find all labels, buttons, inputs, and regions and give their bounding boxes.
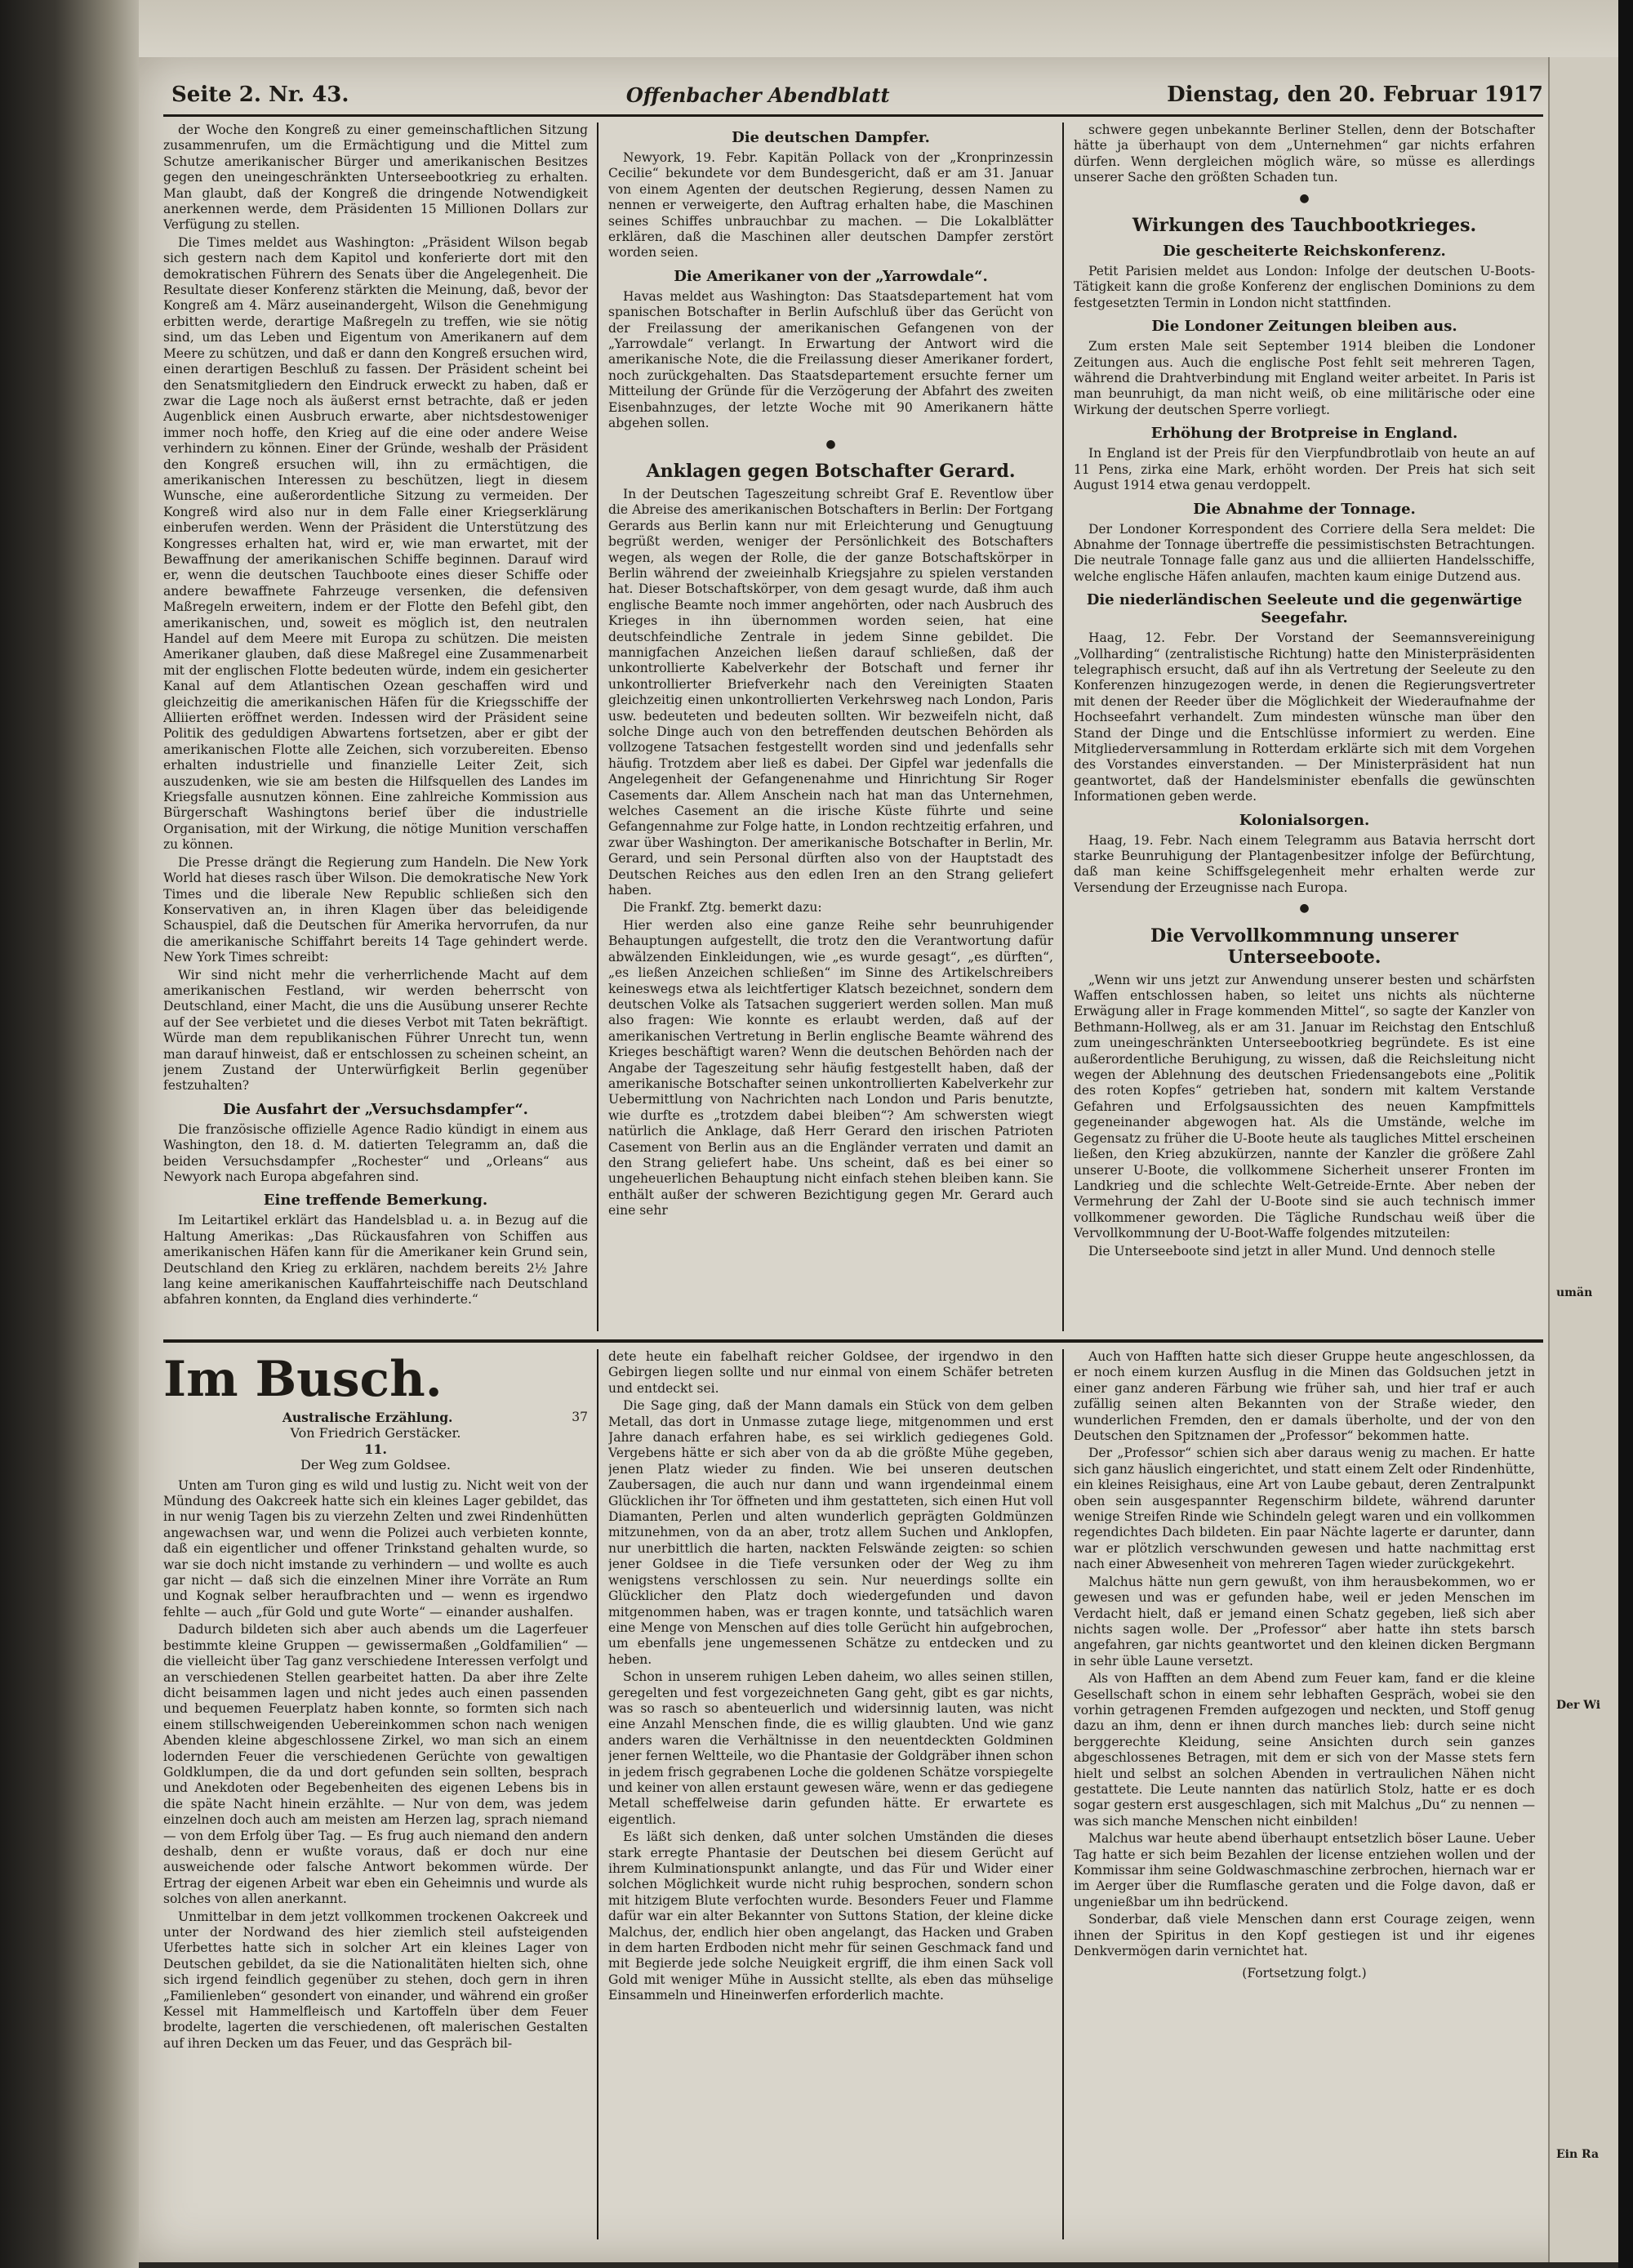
article-bemerkung: Im Leitartikel erklärt das Handelsblad u. a. in Bezug auf die Haltung Amerikas: „Das Rückausfahren von Schiffen aus amerikanischen Häfen kann für die Amerikaner kein Grund sein, Deutschland den Krieg zu erklären, nachdem bereits 2½ Jahre lang keine amerikanischen Kauffahrteischiffe nach Deutschland abfahren konnten, da England dies verhinderte.“: [163, 1213, 588, 1308]
separator-dot: ●: [825, 437, 836, 451]
headline-gescheiterte: Die gescheiterte Reichskonferenz.: [1163, 243, 1446, 261]
header-date: Dienstag, den 20. Februar 1917: [1167, 82, 1543, 107]
header-rule: [163, 114, 1543, 117]
article-anklagen: In der Deutschen Tageszeitung schreibt Graf E. Reventlow über die Abreise des amerikanischen Botschafters in Berlin: Der Fortgang Gerards aus Berlin kann nur mit Erleichterung und Genugtuung begrüßt werden, weniger der Persönlichkeit des Botschafters wegen, als wegen der Rolle, die der ganze Botschaftskörper in Berlin während der zweieinhalb Kriegsjahre zu spielen verstanden hat. Dieser Botschaftskörper, von dem gesagt wurde, daß ihm auch englische Beamte noch immer angehörten, oder nach Ausbruch des Krieges in ihn übernommen worden seien, hat eine deutschfeindliche Zentrale in jedem Sinne gebildet. Die mannigfachen Anzeichen ließen darauf schließen, daß der unkontrollierte Kabelverkehr der Botschaft und ferner ihr unkontrollierter Briefverkehr nach den Vereinigten Staaten gleichzeitig einen unkontrollierten Verkehrsweg nach London, Paris usw. bedeuteten und bedeuten sollten. Wir bezweifeln nicht, daß solche Dinge auch von den betreffenden deutschen Behörden als vollzogene Tatsachen festgestellt worden sind und jedenfalls sehr häufig. Trotzdem aber ließ es dabei. Der Gipfel war jedenfalls die Angelegenheit der Gefangenenahme und Hinrichtung Sir Roger Casements dar. Allem Anschein nach hat man das Unternehmen, welches Casement an die irische Küste führte und seine Gefangennahme zur Folge hatte, in London rechtzeitig erfahren, und zwar über Washington. Der amerikanische Botschafter in Berlin, Mr. Gerard, und sein Personal dürften also von der Hauptstadt des Deutschen Reiches aus den edlen Iren an den Strang geliefert haben.: [608, 486, 1053, 898]
novel-column-2: [608, 1349, 1053, 2239]
novel-paragraph: Auch von Hafften hatte sich dieser Gruppe heute angeschlossen, da er noch einem kurzen Ausflug in die Minen das Goldsuchen jetzt in einer ganz anderen Färbung wie früher sah, und hier traf er auch zufällig seinen alten Bekannten von der Straße wieder, den wunderlichen Fremden, den er damals überholte, und der von den Deutschen den Spitznamen der „Professor“ bekommen hatte.: [1074, 1349, 1535, 1444]
article-vervollkommnung-quote: Die Unterseeboote sind jetzt in aller Mund. Und dennoch stelle: [1088, 1243, 1496, 1259]
article-vervollkommnung: „Wenn wir uns jetzt zur Anwendung unserer besten und schärfsten Waffen entschlossen haben, so leitet uns nichts als nüchterne Erwägung aller in Frage kommenden Mittel“, so sagte der Kanzler von Bethmann-Hollweg, als er am 31. Januar im Reichstag den Entschluß zum uneingeschränkten Unterseebootkrieg begründete. Es ist eine außerordentliche Beruhigung, zu wissen, daß die Reichsleitung nicht wegen der Ablehnung des deutschen Friedensangebots eine „Politik des roten Kopfes“ getrieben hat, sondern mit kaltem Verstande Gefahren und Erfolgsaussichten des neuen Kampfmittels gegeneinander abgewogen hat. Als die Umstände, welche im Gegensatz zu früher die U-Boote heute als taugliches Mittel erscheinen ließen, den Krieg abzukürzen, nannte der Kanzler die größere Zahl unserer U-Boote, die vollkommene Sicherheit unserer Fronten im Landkrieg und die schlechte Welt-Getreide-Ernte. Aber neben der Vermehrung der Zahl der U-Boote sind sie auch technisch immer vollkommener geworden. Die Tägliche Rundschau weiß über die Vervollkommnung der U-Boot-Waffe folgendes mitzuteilen:: [1074, 972, 1535, 1241]
column-1: [163, 123, 588, 1331]
column-divider-4: [1062, 1349, 1064, 2239]
novel-paragraph: Es läßt sich denken, daß unter solchen Umständen die dieses stark erregte Phantasie der Deutschen bei diesem Gerücht auf ihrem Kulminationspunkt anlangte, und das Für und Wider einer solchen Möglichkeit wurde nicht ruhig besprochen, sondern schon mit hitzigem Blute verfochten wurde. Besonders Feuer und Flamme dafür war ein alter Bekannter von Suttons Station, der kleine dicke Malchus, der, endlich hier oben angelangt, das Hacken und Graben in dem harten Erdboden nicht mehr für seinen Geschmack fand und mit Begierde jede solche Neuigkeit ergriff, die ihm einen Sack voll Gold mit weniger Mühe in Aussicht stellte, als eben das mühselige Einsammeln und Hineinwerfen erforderlich machte.: [608, 1829, 1053, 2003]
article-dampfer: Newyork, 19. Febr. Kapitän Pollack von der „Kronprinzessin Cecilie“ bekundete vor dem Bundesgericht, daß er am 31. Januar von einem Agenten der deutschen Regierung, dessen Namen zu nennen er verweigerte, den Auftrag erhalten habe, die Maschinen seines Schiffes unbrauchbar zu machen. — Die Lokalblätter erklären, daß die Maschinen aller deutschen Dampfer zerstört worden seien.: [608, 150, 1053, 261]
novel-chapter-title: Der Weg zum Goldsee.: [300, 1457, 451, 1473]
top-margin: [0, 0, 1633, 57]
newspaper-page: [139, 57, 1618, 2262]
headline-yarrowdale: Die Amerikaner von der „Yarrowdale“.: [674, 267, 988, 285]
article-gescheiterte: Petit Parisien meldet aus London: Infolge der deutschen U-Boots-Tätigkeit kann die große Konferenz der englischen Dominions zu dem festgesetzten Termin in London nicht stattfinden.: [1074, 264, 1535, 310]
strip-fragment: Der Wi: [1556, 1699, 1601, 1712]
column-3: [1074, 123, 1535, 1331]
headline-tonnage: Die Abnahme der Tonnage.: [1193, 500, 1416, 518]
novel-column-3: [1074, 1349, 1535, 2239]
headline-vervollkommnung: Die Vervollkommnung unserer Unterseeboote.: [1150, 925, 1458, 968]
novel-column-1: [163, 1349, 588, 2239]
novel-installment-number: 37: [572, 1410, 588, 1424]
article-ausfahrt: Die französische offizielle Agence Radio kündigt in einem aus Washington, den 18. d. M. datierten Telegramm an, daß die beiden Versuchsdampfer „Rochester“ und „Orleans“ aus Newyork nach Europa abgefahren sind.: [163, 1121, 588, 1184]
headline-wirkungen: Wirkungen des Tauchbootkrieges.: [1132, 215, 1477, 237]
novel-continuation-note: (Fortsetzung folgt.): [1242, 1966, 1367, 1981]
article-congress-intro: der Woche den Kongreß zu einer gemeinschaftlichen Sitzung zusammenrufen, um die Ermächtigung und die Mittel zum Schutze amerikanischer Bürger und amerikanischen Besitzes gegen den uneingeschränkten Unterseebootkrieg zu erhalten. Man glaubt, daß der Kongreß die dringende Notwendigkeit anerkennen werde, dem Präsidenten 15 Millionen Dollars zur Verfügung zu stellen.: [163, 123, 588, 233]
novel-paragraph: Unten am Turon ging es wild und lustig zu. Nicht weit von der Mündung des Oakcreek hatte sich ein kleines Lager gebildet, das in nur wenig Tagen bis zu vierzehn Zelten und zwei Rindenhütten angewachsen war, und wenn die Polizei auch verbieten konnte, daß ein eigentlicher und offener Trinkstand gehalten wurde, so war sie doch nicht imstande zu verhindern — und wollte es auch gar nicht — daß sich die einzelnen Miner ihre Vorräte an Rum und Kognak selber heraufbrachten und — wenn es irgendwo fehlte — auch „für Gold und gute Worte“ — einander aushalfen.: [163, 1477, 588, 1620]
novel-paragraph: Der „Professor“ schien sich aber daraus wenig zu machen. Er hatte sich ganz häuslich eingerichtet, und statt einem Zelt oder Rindenhütte, ein kleines Reisighaus, eine Art von Laube gebaut, deren Zentralpunkt oben sein ausgespannter Regenschirm bildete, während darunter wenige Streifen Rinde wie Schindeln gelegt waren und ein vollkommen regendichtes Dach bildeten. Ein paar Nächte lagerte er darunter, dann war er plötzlich verschwunden gewesen und hatte nachmittag erst nach einer Abwesenheit von mehreren Tagen wieder zurückgekehrt.: [1074, 1446, 1535, 1572]
novel-paragraph: Sonderbar, daß viele Menschen dann erst Courage zeigen, wenn ihnen der Spiritus in den Kopf gestiegen ist und ihr eigenes Denkvermögen darin vernichtet hat.: [1074, 1912, 1535, 1959]
strip-fragment: Ein Ra: [1556, 2148, 1600, 2161]
headline-bemerkung: Eine treffende Bemerkung.: [263, 1192, 488, 1210]
article-press-quote: Wir sind nicht mehr die verherrlichende Macht auf dem amerikanischen Festland, wir werden beherrscht von Deutschland, einer Macht, die uns die Ausübung unserer Rechte auf der See verbietet und die dieses Verbot mit Taten bekräftigt. Würde man dem republikanischen Führer Unrecht tun, wenn man darauf hinweist, daß er entschlossen zu scheinen scheint, an jenem Zustand der Unterwürfigkeit Berlin gegenüber festzuhalten?: [163, 967, 588, 1094]
right-edge: [1618, 0, 1633, 2268]
novel-paragraph: Als von Hafften an dem Abend zum Feuer kam, fand er die kleine Gesellschaft schon in einem sehr lebhaften Gespräch, wobei sie den vorhin getragenen Fremden aufgezogen und neckten, und Stoff genug dazu an ihm, denn er ihnen durch manches lieb: durch seine nicht berggerechte Kleidung, seine Ansichten durch sein ganzes abgeschlossenes Betragen, mit dem er sich von der Masse stets fern hielt und selbst an solchen Abenden in vertraulichen Nähen nicht gestattete. Die Leute nannten das natürlich Stolz, hatte er es doch sogar gestern erst ausgeschlagen, sich mit Malchus „Du“ zu nennen — was sich manche Menschen nicht einbilden!: [1074, 1671, 1535, 1829]
column-divider-3: [597, 1349, 598, 2239]
column-divider-1: [597, 123, 598, 1331]
headline-brotpreise: Erhöhung der Brotpreise in England.: [1150, 425, 1458, 443]
article-seeleute: Haag, 12. Febr. Der Vorstand der Seemannsvereinigung „Vollharding“ (zentralistische Richtung) hatte den Ministerpräsidenten telegraphisch ersucht, daß auf ihn als Vertretung der Seeleute zu den Konferenzen hinzugezogen werde, in denen die Regierungsvertreter mit denen der Reeder über die Möglichkeit der Wiederaufnahme der Hochseefahrt verhandelt. Zum mindesten wünsche man über den Stand der Dinge und die Entschlüsse informiert zu werden. Eine Mitgliederversammlung in Rotterdam erklärte sich mit dem Vorgehen des Vorstandes einverstanden. — Der Ministerpräsident hat nun geantwortet, daß der Handelsminister ebenfalls die gewünschten Informationen geben werde.: [1074, 630, 1535, 804]
article-kolonial: Haag, 19. Febr. Nach einem Telegramm aus Batavia herrscht dort starke Beunruhigung der Plantagenbesitzer infolge der Befürchtung, daß man keine Schiffsgelegenheit mehr erhalten werde zur Versendung der Erzeugnisse nach Europa.: [1074, 832, 1535, 895]
novel-subtitle-row: [163, 1410, 588, 1425]
article-brotpreise: In England ist der Preis für den Vierpfundbrotlaib von heute an auf 11 Pens, zirka eine Mark, erhöht worden. Der Preis hat sich seit August 1914 etwa genau verdoppelt.: [1074, 446, 1535, 493]
novel-paragraph: Malchus war heute abend überhaupt entsetzlich böser Laune. Ueber Tag hatte er sich beim Bezahlen der license entziehen wollen und der Kommissar ihm seine Goldwaschmaschine zerbrochen, hiernach war er im Aerger über die Rumflasche geraten und die Folge davon, daß er ungenießbar um ihn bedrückend.: [1074, 1831, 1535, 1909]
strip-fragment: umän: [1556, 1286, 1593, 1299]
novel-author: Von Friedrich Gerstäcker.: [290, 1425, 461, 1441]
headline-seeleute: Die niederländischen Seeleute und die gegenwärtige Seegefahr.: [1086, 591, 1523, 627]
article-londoner: Zum ersten Male seit September 1914 bleiben die Londoner Zeitungen aus. Auch die englische Post fehlt seit mehreren Tagen, während die Drahtverbindung mit England weiter arbeitet. In Paris ist man beunruhigt, da man nicht weiß, ob eine militärische oder eine Wirkung der deutschen Sperre vorliegt.: [1074, 339, 1535, 417]
article-yarrowdale: Havas meldet aus Washington: Das Staatsdepartement hat vom spanischen Botschafter in Berlin Aufschluß über das Gerücht von der Freilassung der amerikanischen Gefangenen von der „Yarrowdale“ verlangt. In Erwartung der Antwort wird die amerikanische Note, die die Freilassung dieser Amerikaner fordert, noch zurückgehalten. Das Staatsdepartement ersuchte ferner um Mitteilung der Gründe für die Verzögerung der Abfahrt des zweiten Eisenbahnzuges, der letzte Woche mit 90 Amerikanern hätte abgehen sollen.: [608, 288, 1053, 431]
article-frankfurt-quote: Hier werden also eine ganze Reihe sehr beunruhigender Behauptungen aufgestellt, die trotz den die Verantwortung dafür abwälzenden Einkleidungen, wie „es wurde gesagt“, „es dürften“, „es ließen Anzeichen schließen“ im Sinne des Artikelschreibers keineswegs etwa als leichtfertiger Klatsch bezeichnet, sondern dem deutschen Volke als Tatsachen suggeriert werden sollen. Man muß also fragen: Wie konnte es erlaubt werden, daß auf der amerikanischen Vertretung in Berlin englische Beamte während des Krieges beschäftigt waren? Wenn die deutschen Behörden nach der Angabe der Tageszeitung sehr häufig festgestellt haben, daß der amerikanische Botschafter seinen unkontrollierten Kabelverkehr zur Uebermittlung von Nachrichten nach London und Paris benutzte, wie durfte es „trotzdem dabei bleiben“? Am schwersten wiegt natürlich die Anklage, daß Herr Gerard den irischen Patrioten Casement von Berlin aus an die Engländer verraten und damit an den Strang geliefert habe. Uns scheint, daß es bei einer so ungeheuerlichen Behauptung nicht einfach stehen bleiben kann. Sie enthält außer der schweren Bezichtigung gegen Mr. Gerard auch eine sehr: [608, 917, 1053, 1219]
article-press: Die Presse drängt die Regierung zum Handeln. Die New York World hat dieses rasch über Wilson. Die demokratische New York Times und die liberale New Republic schließen sich den Konservativen an, in ihren Klagen über das beleidigende Schauspiel, daß die Deutschen für Amerika hervorrufen, da nur die amerikanische Schiffahrt bereits 14 Tage gehindert werde. New York Times schreibt:: [163, 854, 588, 965]
headline-ausfahrt: Die Ausfahrt der „Versuchsdampfer“.: [223, 1100, 528, 1118]
novel-paragraph: Dadurch bildeten sich aber auch abends um die Lagerfeuer bestimmte kleine Gruppen — gewissermaßen „Goldfamilien“ — die vielleicht über Tag ganz verschiedene Interessen verfolgt und an verschiedenen Stellen gearbeitet hatten. Da aber ihre Zelte dicht beisammen lagen und nicht jedes auch einen passenden und bequemen Feuerplatz haben konnte, so formten sich nach einem stillschweigenden Uebereinkommen schon nach wenigen Abenden kleine abgeschlossene Zirkel, wo man sich an einem lodernden Feuer die verschiedenen Gerüchte von gewaltigen Goldklumpen, die da und dort gefunden sein sollten, besprach und Anekdoten oder Begebenheiten des eigenen Lebens bis in die späte Nacht hinein erzählte. — Nur von dem, was jedem einzelnen doch auch am meisten am Herzen lag, sprach niemand — von dem Erfolg über Tag. — Es frug auch niemand den andern deshalb, denn er wußte voraus, daß er doch nur eine ausweichende oder falsche Antwort bekommen würde. Der Ertrag der eigenen Arbeit war eben ein Geheimnis und wurde als solches von allen anerkannt.: [163, 1622, 588, 1907]
separator-dot: ●: [1299, 191, 1310, 205]
article-frankfurt: Die Frankf. Ztg. bemerkt dazu:: [623, 900, 822, 916]
adjacent-page-strip: [1548, 57, 1618, 2262]
header-masthead: Offenbacher Abendblatt: [625, 82, 890, 107]
novel-paragraph: Malchus hätte nun gern gewußt, von ihm herausbekommen, wo er gewesen und was er gefunden habe, weil er jeden Menschen im Verdacht hielt, daß er jemand einen Schatz gegeben, ließ sich aber nichts sagen wolle. Der „Professor“ aber hatte ihn stets barsch angefahren, gar nichts geantwortet und den kleinen dicken Bergmann in sehr üble Laune versetzt.: [1074, 1574, 1535, 1669]
header-page-number: Seite 2. Nr. 43.: [171, 82, 349, 107]
article-tonnage: Der Londoner Korrespondent des Corriere della Sera meldet: Die Abnahme der Tonnage übertreffe die pessimistischsten Betrachtungen. Die neutrale Tonnage falle ganz aus und die alliierten Handelsschiffe, welche englische Häfen anlaufen, machten kaum einige Dutzend aus.: [1074, 521, 1535, 584]
separator-dot: ●: [1299, 902, 1310, 916]
feuilleton-rule: [163, 1339, 1543, 1343]
novel-paragraph: Die Sage ging, daß der Mann damals ein Stück von dem gelben Metall, das dort in Unmasse zutage liege, mitgenommen und erst Jahre danach erfahren habe, es sei wirklich gediegenes Gold. Vergebens hätte er sich aber von da ab die größte Mühe gegeben, jenen Platz wieder zu finden. Wie bei unseren deutschen Zaubersagen, die auch nur dann und wann irgendeinmal einem Glücklichen ihr Tor öffneten und ihm gestatteten, sich einen Hut voll Diamanten, Perlen und alten wunderlich geprägten Goldmünzen mitzunehmen, von da an aber, trotz allem Suchen und Anklopfen, nur unerbittlich die harten, nackten Felswände zeigten: so schien jener Goldsee in die Tiefe versunken oder der Weg zu ihm wenigstens verschlossen zu sein. Nur neuerdings sollte ein Glücklicher den Platz doch wiedergefunden und davon mitgenommen haben, was er tragen konnte, und tatsächlich waren eine Menge von Menschen auf dies tolle Gerücht hin aufgebrochen, um ebenfalls jene ungemessenen Schätze zu entdecken und zu heben.: [608, 1398, 1053, 1667]
novel-chapter-number: 11.: [364, 1441, 387, 1457]
novel-subtitle: Australische Erzählung.: [282, 1410, 453, 1425]
article-times: Die Times meldet aus Washington: „Präsident Wilson begab sich gestern nach dem Kapitol und konferierte dort mit den demokratischen Führern des Senats über die Angelegenheit. Die Resultate dieser Konferenz stärkten die Meinung, daß, bevor der Kongreß am 4. März auseinandergeht, Wilson die Genehmigung erbitten werde, derartige Maßregeln zu treffen, wie sie nötig sind, um das Leben und Eigentum von Amerikanern auf dem Meere zu schützen, und daß er dann den Kongreß ersuchen wird, einen derartigen Beschluß zu fassen. Der Präsident scheint bei den Senatsmitgliedern den Eindruck erweckt zu haben, daß er zwar die Lage noch als äußerst ernst betrachte, daß er jeden Augenblick einen Ausbruch erwarte, aber nichtsdestoweniger immer noch hoffe, den Krieg auf die eine oder andere Weise verhindern zu können. Einer der Gründe, weshalb der Präsident den Kongreß ersuchen will, ihn zu ermächtigen, die amerikanischen Interessen zu beschützen, liegt in diesem Wunsche, eine außerordentliche Sitzung zu vermeiden. Der Kongreß wird also nur in dem Falle einer Kriegserklärung einberufen werden. Wenn der Präsident die Unterstützung des Kongresses erhalten hat, wird er, wie man erwartet, mit der Bewaffnung der amerikanischen Schiffe beginnen. Darauf wird er, wenn die deutschen Tauchboote eines dieser Schiffe oder andere bewaffnete Fahrzeuge versenken, die defensiven Maßregeln erweitern, indem er der Flotte den Befehl gibt, den amerikanischen, und, soweit es möglich ist, den neutralen Handel auf dem Meere mit Europa zu schützen. Die meisten Amerikaner glauben, daß diese Maßregel eine Zusammenarbeit mit der englischen Flotte bedeuten würde, indem ein gesicherter Kanal auf dem Atlantischen Ozean geschaffen wird und gleichzeitig die amerikanischen Häfen für die Kriegsschiffe der Alliierten eröffnet werden. Indessen wird der Präsident seine Politik des geduldigen Abwartens fortsetzen, aber er gibt der amerikanischen Flotte alle Zeichen, sich vorzubereiten. Ebenso erhalten industrielle und finanzielle Leiter Zeit, sich auszudenken, wie sie am besten die Hilfsquellen des Landes im Kriegsfalle ausnutzen können. Eine zahlreiche Kommission aus Bürgerschaft Washingtons berief über die industrielle Organisation, mit der Wirkung, die nötige Munition verschaffen zu können.: [163, 234, 588, 853]
novel-paragraph: Unmittelbar in dem jetzt vollkommen trockenen Oakcreek und unter der Nordwand des hier ziemlich steil aufsteigenden Uferbettes hatte sich in solcher Art ein kleines Lager von Deutschen gebildet, da sie die Nationalitäten hielten sich, ohne sich irgend feindlich gegenüber zu stehen, doch gern in ihren „Familienleben“ gesondert von einander, und während ein großer Kessel mit Hammelfleisch und Kartoffeln über dem Feuer brodelte, lagerten die verschiedenen, oft malerischen Gestalten auf ihren Decken um das Feuer, und das Gespräch bil-: [163, 1909, 588, 2051]
novel-paragraph: Schon in unserem ruhigen Leben daheim, wo alles seinen stillen, geregelten und fest vorgezeichneten Gang geht, gibt es gar nichts, was so rasch so abenteuerlich und widersinnig lauten, was nicht eine Anzahl Menschen finde, die es willig glaubten. Und wie ganz anders waren die Verhältnisse in den neuentdeckten Goldminen jener fernen Weltteile, wo die Phantasie der Goldgräber ihnen schon in jedem frisch gegrabenen Loche die goldenen Schätze vorspiegelte und keiner von allen erstaunt gewesen wäre, wenn er das gediegene Metall scheffelweise darin gefunden hätte. Er erwartete es eigentlich.: [608, 1669, 1053, 1827]
column-2: [608, 123, 1053, 1331]
article-continuation: schwere gegen unbekannte Berliner Stellen, denn der Botschafter hätte ja überhaupt von dem „Unternehmen“ gar nichts erfahren dürfen. Wenn dergleichen möglich wäre, so müsse es allerdings unserer Sache den größten Schaden tun.: [1074, 123, 1535, 185]
column-divider-2: [1062, 123, 1064, 1331]
novel-paragraph: dete heute ein fabelhaft reicher Goldsee, der irgendwo in den Gebirgen liegen sollte und nur einmal von einem Schäfer betreten und entdeckt sei.: [608, 1349, 1053, 1396]
novel-title: Im Busch.: [163, 1351, 443, 1408]
book-binding-edge: [0, 0, 139, 2268]
page-header: [171, 78, 1543, 111]
headline-londoner: Die Londoner Zeitungen bleiben aus.: [1151, 318, 1457, 336]
headline-kolonial: Kolonialsorgen.: [1239, 811, 1370, 829]
headline-dampfer: Die deutschen Dampfer.: [732, 129, 930, 146]
headline-anklagen: Anklagen gegen Botschafter Gerard.: [646, 460, 1016, 482]
